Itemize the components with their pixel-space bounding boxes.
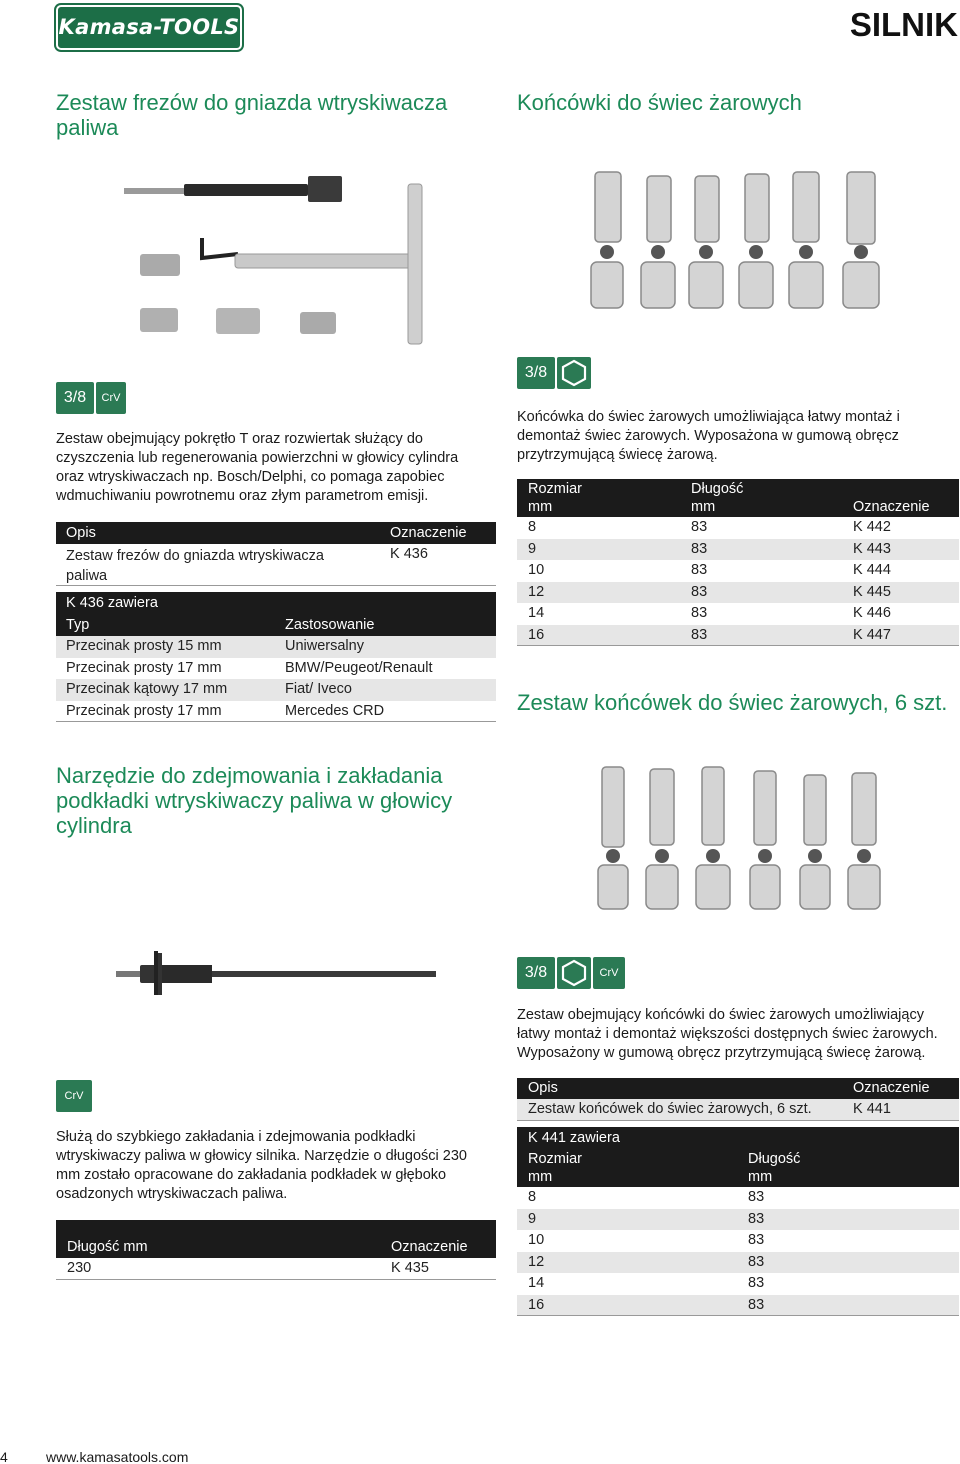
- product-description: Zestaw frezów do gniazda wtryskiwacza paliwa: [66, 548, 324, 584]
- table-row: [517, 1295, 959, 1317]
- table-row: [56, 658, 496, 680]
- cell-size: 12: [528, 1253, 545, 1270]
- cell-length: 83: [748, 1253, 765, 1270]
- cell-size: 9: [528, 1210, 537, 1227]
- section-title-reamer-set: Zestaw frezów do gniazda wtryskiwacza paliwa: [56, 90, 448, 140]
- cell-size: 14: [528, 605, 545, 621]
- logo-text: Kamasa-TOOLS: [58, 15, 240, 39]
- glow-plug-set-description: Zestaw obejmujący końcówki do świec żarowych umożliwiający łatwy montaż i demontaż większości dostępnych świec żarowych. Wyposażony w gumową obręcz przytrzymującą świecę żarową.: [517, 1007, 938, 1061]
- badge-drive-size: 3/8: [517, 957, 555, 989]
- table-row: [517, 1273, 959, 1295]
- cell-code: K 442: [853, 519, 891, 535]
- cell-length: 230: [67, 1260, 92, 1276]
- table-row: [517, 1209, 959, 1231]
- table-row: [56, 1258, 496, 1280]
- cell-size: 10: [528, 1232, 545, 1248]
- reamer-set-contents-table: [56, 592, 496, 722]
- col-header-rozmiar: Rozmiar: [528, 481, 582, 497]
- registered-mark: R: [144, 63, 157, 76]
- table-row: [517, 1187, 959, 1209]
- cell-size: 8: [528, 1189, 537, 1205]
- cell-length: 83: [748, 1210, 765, 1227]
- col-header-opis: Opis: [66, 525, 96, 541]
- cell-size: 16: [528, 626, 545, 643]
- glow-plug-set-table: [517, 1078, 959, 1121]
- cell-length: 83: [691, 583, 708, 600]
- cell-code: K 443: [853, 540, 891, 557]
- badge-drive-size: 3/8: [56, 382, 94, 414]
- cell-length: 83: [691, 519, 708, 535]
- footer-url[interactable]: www.kamasatools.com: [46, 1449, 189, 1464]
- product-code: K 441: [853, 1101, 891, 1117]
- cell-code: K 447: [853, 626, 891, 643]
- col-header-dlugosc: Długość: [691, 481, 744, 497]
- contents-title: K 436 zawiera: [66, 595, 158, 611]
- table-row: [517, 1099, 959, 1121]
- table-row: [56, 679, 496, 701]
- badge-material-crv: CrV: [96, 382, 126, 414]
- product-code: K 436: [390, 546, 428, 562]
- cell-length: 83: [691, 540, 708, 557]
- col-header-rozmiar: Rozmiar: [528, 1151, 582, 1167]
- hexagon-icon: [557, 957, 591, 989]
- col-header-oznaczenie: Oznaczenie: [390, 525, 467, 541]
- reamer-set-description: Zestaw obejmujący pokrętło T oraz rozwiertak służący do czyszczenia lub regenerowania powierzchni w głowicy cylindra oraz wtryskiwaczach np. Bosch/Delphi, co pomaga zapobiec wdmuchiwaniu powrotnemu oraz złym parametrom emisji.: [56, 431, 459, 504]
- section-title-washer-tool: Narzędzie do zdejmowania i zakładania podkładki wtryskiwaczy paliwa w głowicy cylindra: [56, 763, 453, 838]
- table-header: [56, 522, 496, 544]
- col-header-typ: Typ: [66, 617, 90, 633]
- table-header: [517, 1078, 959, 1099]
- cell-length: 83: [748, 1275, 765, 1291]
- washer-tool-table: [56, 1220, 496, 1280]
- col-header-zastosowanie: Zastosowanie: [285, 617, 375, 633]
- col-header-opis: Opis: [528, 1080, 558, 1096]
- glow-plug-sockets-photo: [585, 170, 895, 315]
- cell-code: K 446: [853, 605, 891, 621]
- glow-plug-socket-description: Końcówka do świec żarowych umożliwiająca łatwy montaż i demontaż świec żarowych. Wyposażona w gumową obręcz przytrzymującą świecę żarową.: [517, 409, 900, 463]
- table-header: [56, 1220, 496, 1258]
- table-header: [517, 1127, 959, 1187]
- washer-tool-photo: [110, 945, 450, 995]
- section-title-glow-plug-sockets: Końcówki do świec żarowych: [517, 90, 802, 115]
- table-row: [517, 603, 959, 625]
- cell-typ: Przecinak prosty 17 mm: [66, 702, 222, 719]
- cell-size: 9: [528, 540, 537, 557]
- glow-plug-sockets-table: [517, 479, 959, 646]
- table-header: [517, 479, 959, 517]
- col-header-unit: mm: [528, 499, 553, 515]
- cell-zastosowanie: Mercedes CRD: [285, 702, 385, 719]
- badge-material-crv: CrV: [593, 957, 625, 989]
- col-header-unit: mm: [748, 1169, 773, 1185]
- cell-code: K 444: [853, 562, 891, 578]
- table-row: [517, 560, 959, 582]
- table-row: [517, 539, 959, 561]
- page-number: 4: [0, 1449, 8, 1464]
- cell-size: 8: [528, 519, 537, 535]
- section-title-glow-plug-socket-set: Zestaw końcówek do świec żarowych, 6 szt.: [517, 690, 948, 715]
- table-header: [56, 592, 496, 636]
- cell-length: 83: [691, 562, 708, 578]
- cell-zastosowanie: Fiat/ Iveco: [285, 681, 352, 697]
- cell-length: 83: [748, 1232, 765, 1248]
- hexagon-icon: [557, 357, 591, 389]
- cell-typ: Przecinak kątowy 17 mm: [66, 681, 228, 697]
- cell-length: 83: [691, 626, 708, 643]
- cell-length: 83: [748, 1189, 765, 1205]
- cell-code: K 435: [391, 1260, 429, 1276]
- table-row: [517, 1252, 959, 1274]
- table-row: [517, 625, 959, 647]
- table-row: [517, 582, 959, 604]
- cell-length: 83: [691, 605, 708, 621]
- table-row: [517, 1230, 959, 1252]
- glow-plug-set-contents-table: [517, 1127, 959, 1316]
- cell-zastosowanie: BMW/Peugeot/Renault: [285, 659, 433, 676]
- cell-typ: Przecinak prosty 15 mm: [66, 638, 222, 654]
- col-header-oznaczenie: Oznaczenie: [853, 499, 930, 515]
- contents-title: K 441 zawiera: [528, 1130, 620, 1146]
- cell-size: 16: [528, 1296, 545, 1313]
- page-section-label: SILNIK: [849, 6, 958, 43]
- cell-size: 10: [528, 562, 545, 578]
- washer-tool-description: Służą do szybkiego zakładania i zdejmowania podkładki wtryskiwaczy paliwa w głowicy silnika. Narzędzie o długości 230 mm zostało opracowane do zakładania podkładek w głęboko osadzonych wtryskiwaczach paliwa.: [56, 1129, 467, 1202]
- cell-size: 14: [528, 1275, 545, 1291]
- col-header-oznaczenie: Oznaczenie: [391, 1239, 468, 1255]
- badge-material-crv: CrV: [56, 1080, 92, 1112]
- table-row: [517, 517, 959, 539]
- cell-size: 12: [528, 583, 545, 600]
- reamer-set-photo: [110, 170, 450, 350]
- kamasa-logo: [56, 5, 242, 75]
- table-row: [56, 544, 496, 586]
- col-header-dlugosc: Długość mm: [67, 1239, 148, 1255]
- badge-drive-size: 3/8: [517, 357, 555, 389]
- glow-plug-socket-set-photo: [590, 765, 890, 915]
- table-row: [56, 636, 496, 658]
- product-description: Zestaw końcówek do świec żarowych, 6 szt.: [528, 1101, 812, 1117]
- col-header-oznaczenie: Oznaczenie: [853, 1080, 930, 1096]
- col-header-unit: mm: [528, 1169, 553, 1185]
- reamer-set-table: [56, 522, 496, 586]
- cell-code: K 445: [853, 583, 891, 600]
- col-header-dlugosc: Długość: [748, 1151, 801, 1167]
- cell-zastosowanie: Uniwersalny: [285, 638, 364, 654]
- cell-typ: Przecinak prosty 17 mm: [66, 659, 222, 676]
- col-header-unit: mm: [691, 499, 716, 515]
- cell-length: 83: [748, 1296, 765, 1313]
- table-row: [56, 701, 496, 723]
